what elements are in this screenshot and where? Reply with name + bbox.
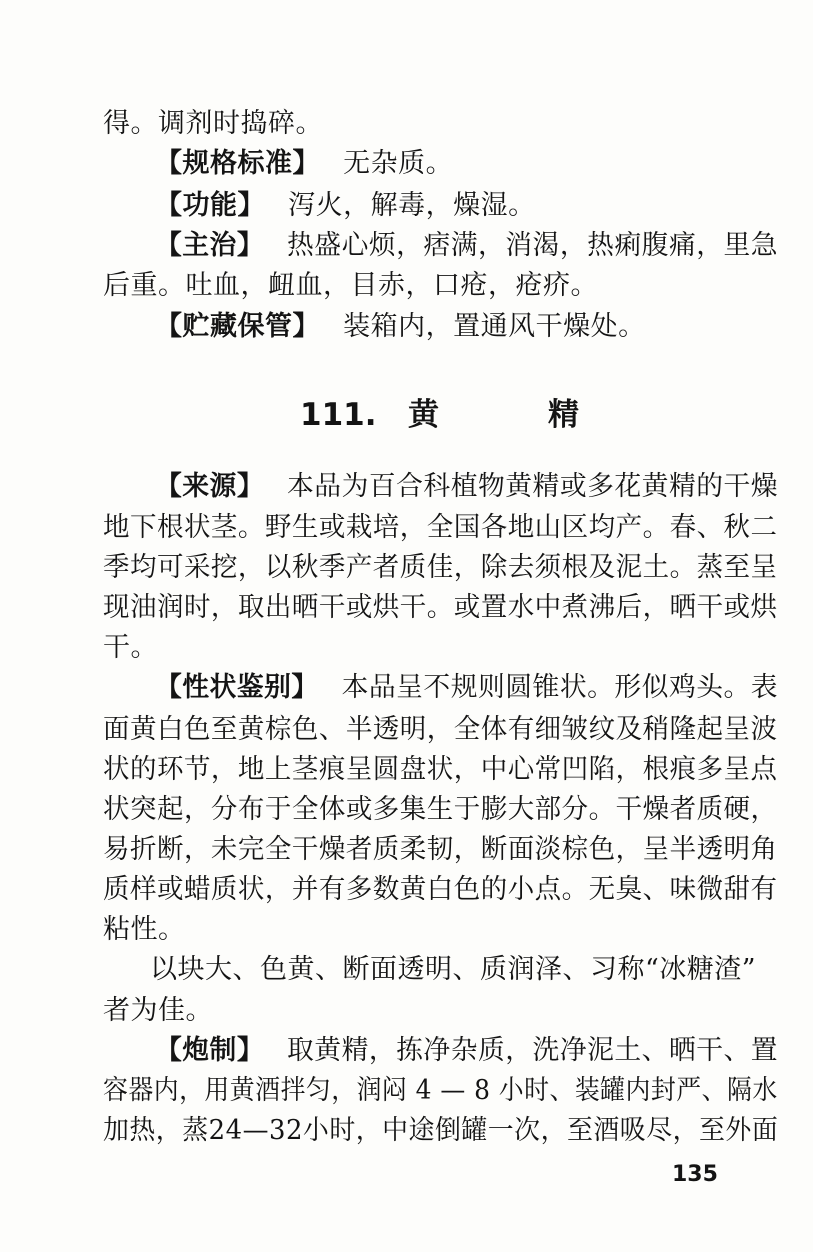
storage-text: 装箱内，置通风干燥处。: [343, 311, 646, 342]
quality-line: [103, 993, 213, 1029]
processing-line: [155, 1033, 778, 1069]
function-text: 泻火，解毒，燥湿。: [288, 190, 536, 221]
indication-text: 热盛心烦，痞满，消渴，热痢腹痛，里急: [287, 230, 779, 261]
processing-text: 容器内，用黄酒拌匀，润闷 4 — 8 小时、装罐内封严、隔水: [103, 1075, 778, 1106]
page-number: 135: [672, 1162, 718, 1187]
identification-text: 本品呈不规则圆锥状。形似鸡头。表: [341, 672, 779, 703]
identification-line: [103, 792, 778, 828]
spec-text: 无杂质。: [343, 148, 454, 179]
entry-title-char-1: 黄: [408, 397, 439, 433]
identification-line: [103, 832, 778, 868]
function-line: [155, 188, 536, 224]
text-line: [103, 106, 323, 142]
source-label: 【来源】: [155, 471, 265, 502]
spec-label: 【规格标准】: [155, 148, 320, 179]
identification-text: 面黄白色至黄棕色、半透明，全体有细皱纹及稍隆起呈波: [103, 714, 778, 745]
storage-label: 【贮藏保管】: [155, 311, 320, 342]
processing-text: 加热，蒸24—32小时，中途倒罐一次，至酒吸尽，至外面: [103, 1115, 779, 1146]
text-line: [103, 268, 598, 304]
processing-label: 【炮制】: [155, 1035, 265, 1066]
quality-text: 者为佳。: [103, 995, 213, 1026]
source-line: [103, 510, 778, 546]
quality-text: 以块大、色黄、断面透明、质润泽、习称“冰糖渣”: [150, 954, 757, 985]
source-text: 本品为百合科植物黄精或多花黄精的干燥: [287, 471, 779, 502]
source-text: 现油润时，取出晒干或烘干。或置水中煮沸后，晒干或烘: [103, 592, 778, 623]
identification-line: [103, 872, 778, 908]
identification-line: [103, 712, 778, 748]
identification-text: 状突起，分布于全体或多集生于膨大部分。干燥者质硬，: [103, 794, 778, 825]
source-text: 季均可采挖，以秋季产者质佳，除去须根及泥土。蒸至呈: [103, 552, 778, 583]
source-text: 地下根状茎。野生或栽培，全国各地山区均产。春、秋二: [103, 512, 778, 543]
storage-line: [155, 309, 646, 345]
paragraph-text: 后重。吐血，衄血，目赤，口疮，疮疥。: [103, 270, 598, 301]
entry-number: 111.: [300, 397, 377, 433]
identification-text: 状的环节，地上茎痕呈圆盘状，中心常凹陷，根痕多呈点: [103, 754, 778, 785]
identification-label: 【性状鉴别】: [155, 672, 319, 703]
processing-text: 取黄精，拣净杂质，洗净泥土、晒干、置: [287, 1035, 779, 1066]
function-label: 【功能】: [155, 190, 265, 221]
source-line: [155, 469, 778, 505]
source-line: [103, 590, 778, 626]
paragraph-text: 得。调剂时捣碎。: [103, 108, 323, 139]
identification-line: [103, 752, 778, 788]
quality-line: [150, 952, 756, 988]
identification-line: [103, 912, 186, 948]
processing-line: [103, 1073, 778, 1109]
spec-line: [155, 146, 453, 182]
identification-text: 质样或蜡质状，并有多数黄白色的小点。无臭、味微甜有: [103, 874, 778, 905]
identification-text: 易折断，未完全干燥者质柔韧，断面淡棕色，呈半透明角: [103, 834, 778, 865]
source-text: 干。: [103, 632, 158, 663]
source-line: [103, 550, 778, 586]
indication-label: 【主治】: [155, 230, 265, 261]
identification-line: [155, 670, 778, 706]
processing-line: [103, 1113, 778, 1149]
source-line: [103, 630, 158, 666]
identification-text: 粘性。: [103, 914, 186, 945]
indication-line: [155, 228, 778, 264]
entry-title-char-2: 精: [548, 397, 579, 433]
